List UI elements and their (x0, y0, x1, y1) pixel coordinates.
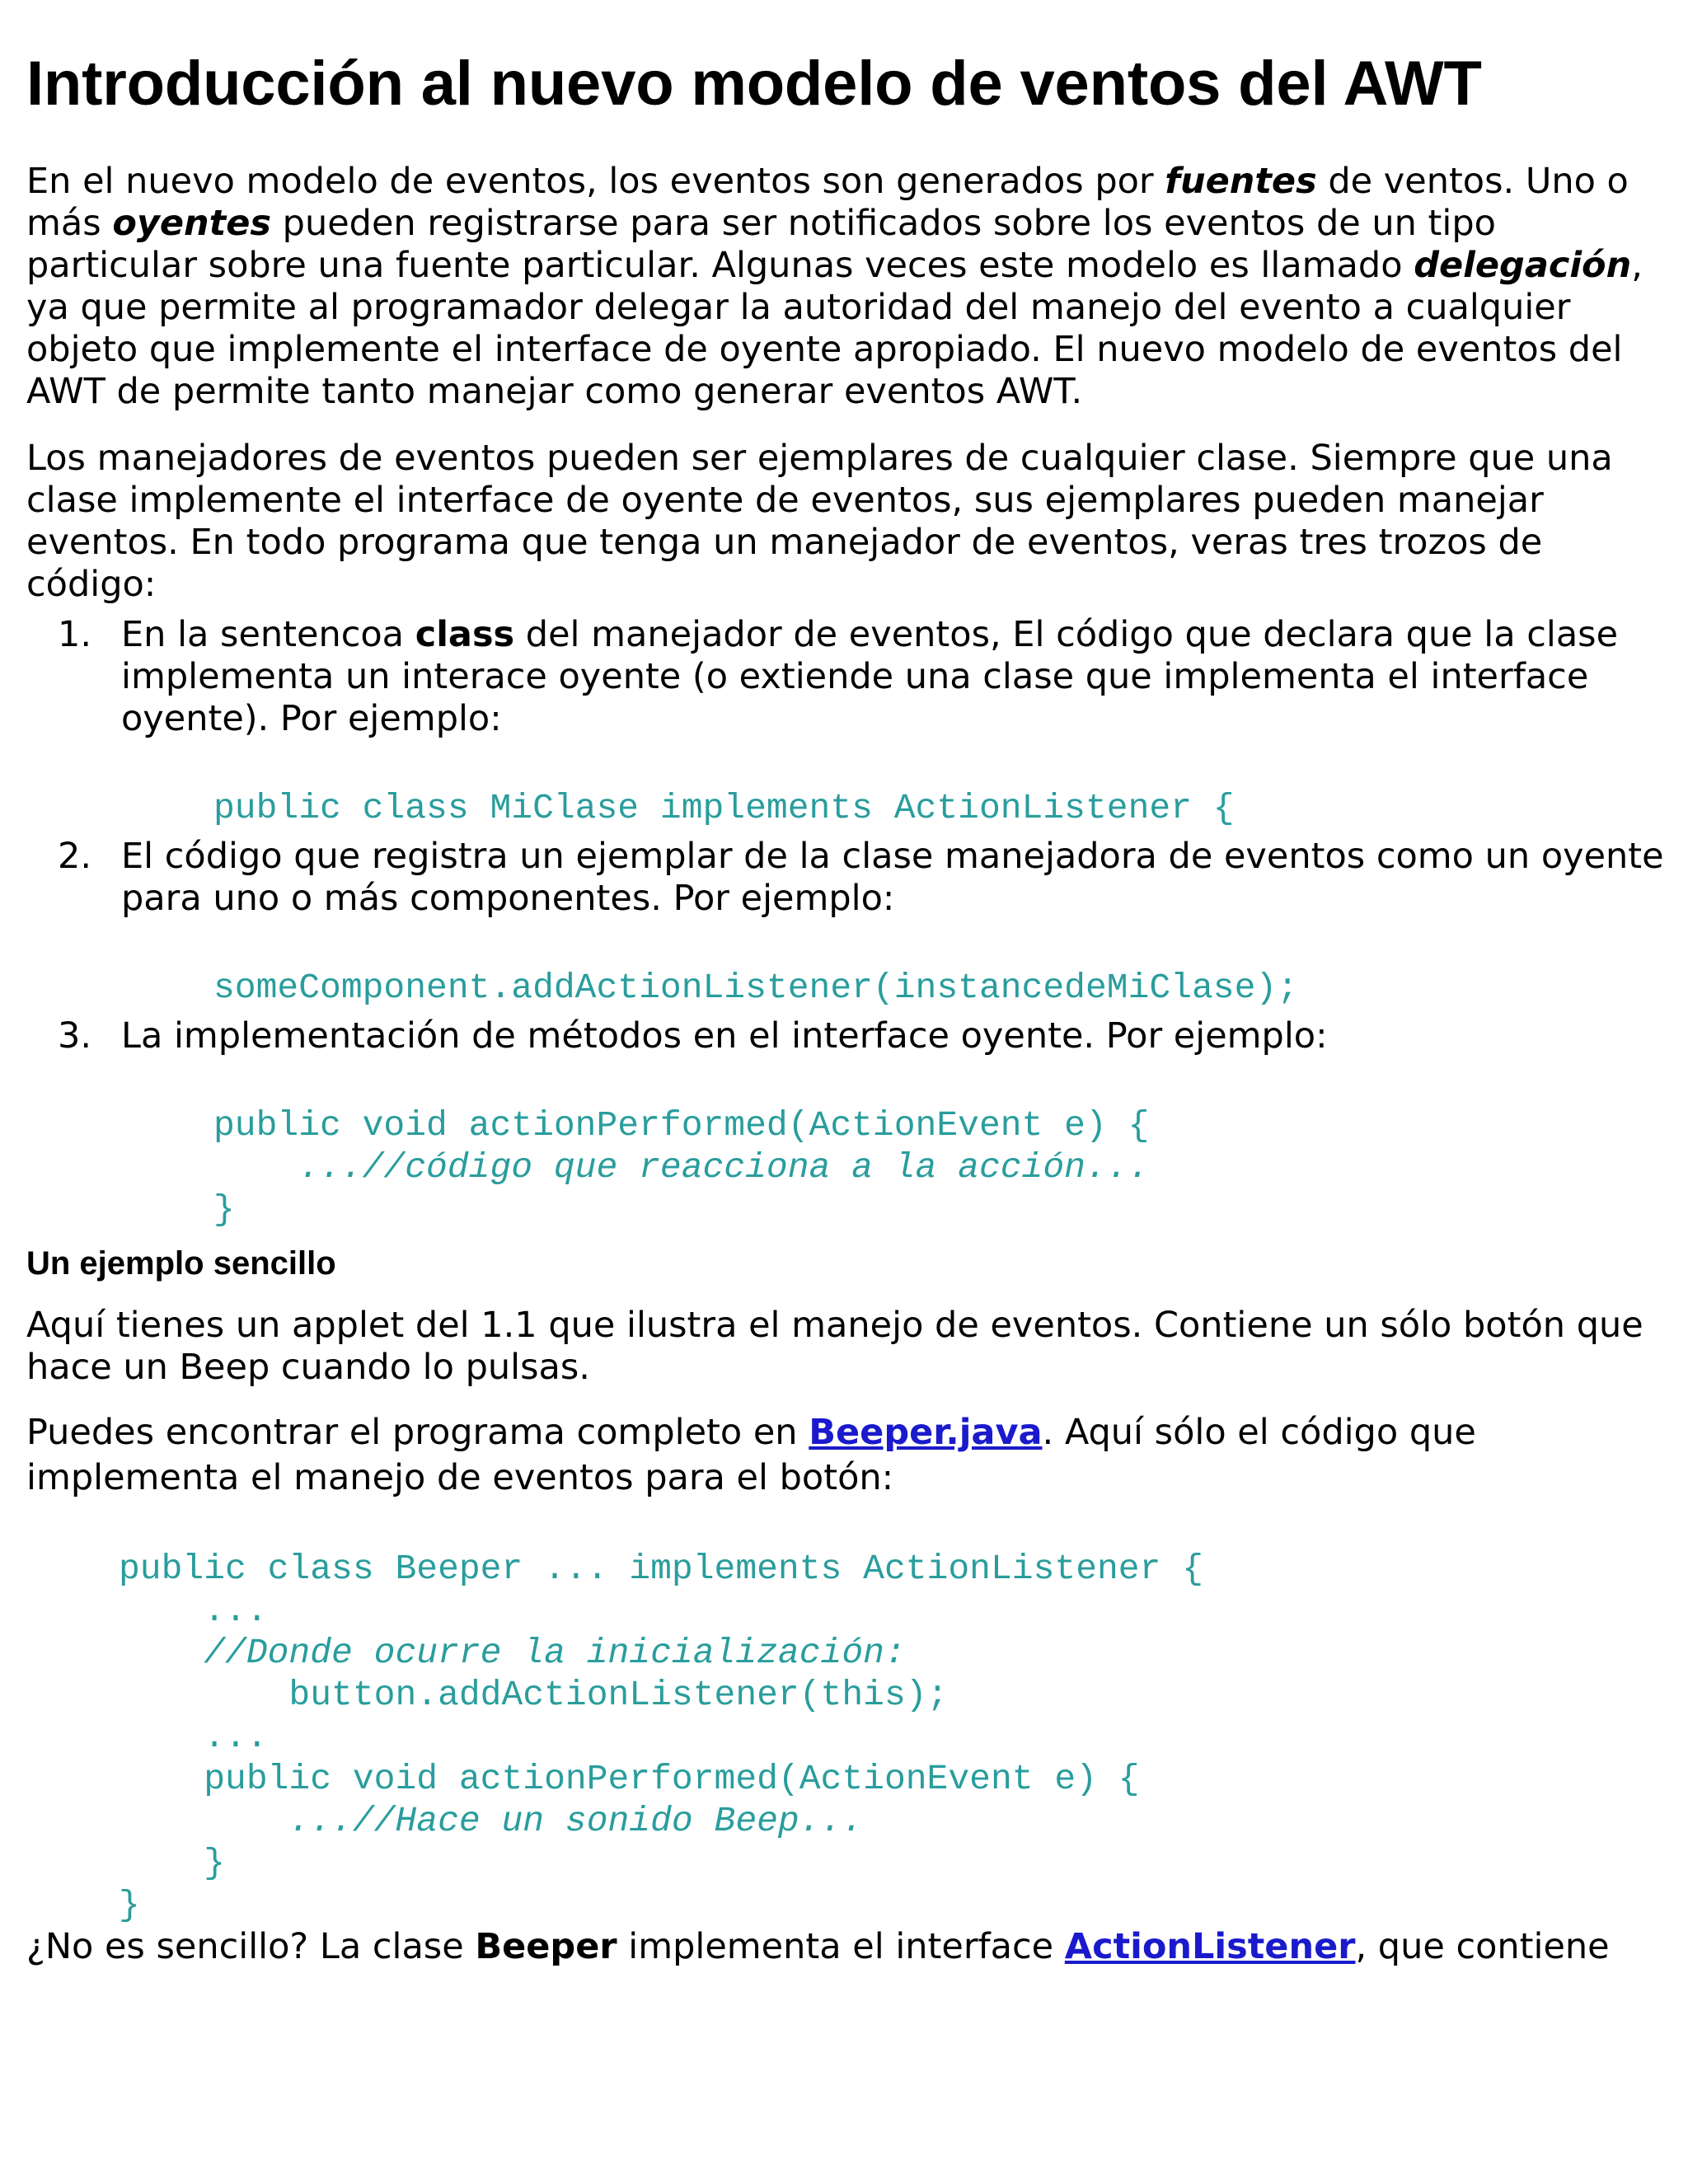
list-number: 2. (58, 836, 92, 877)
term-delegacion: delegación (1414, 245, 1632, 286)
code-comment-line: //Donde ocurre la inicialización: (119, 1633, 906, 1673)
code-example-method (121, 1104, 1667, 1230)
code-example-register (121, 967, 1667, 1009)
document-page (26, 0, 1667, 1968)
intro-text-3: pueden registrarse para ser notificados sobre los eventos de un tipo particular sobre una fuente particular. Algunas veces este modelo es llamado (26, 203, 1496, 286)
code-line: ... (119, 1591, 268, 1631)
page-title: Introducción al nuevo modelo de ventos del AWT (26, 49, 1482, 119)
list-item (26, 614, 1667, 829)
conclusion-text-3: , que contiene (1355, 1926, 1610, 1967)
program-text-1: Puedes encontrar el programa completo en (26, 1412, 809, 1453)
handlers-paragraph: Los manejadores de eventos pueden ser ejemplares de cualquier clase. Siempre que una clase implemente el interface de oyente de eventos, sus ejemplares pueden manejar eventos. En todo programa que tenga un manejador de eventos, veras tres trozos de código: (26, 438, 1613, 605)
code-comment-line: ...//código que reacciona a la acción... (213, 1147, 1150, 1188)
code-comment-line: ...//Hace un sonido Beep... (119, 1801, 864, 1841)
list-item (26, 1015, 1667, 1230)
code-line: public class Beeper ... implements ActionListener { (119, 1549, 1204, 1589)
intro-text-1: En el nuevo modelo de eventos, los eventos son generados por (26, 161, 1165, 202)
code-line: public class MiClase implements ActionListener { (213, 788, 1235, 828)
list-number: 1. (58, 614, 92, 655)
list-text: La implementación de métodos en el interface oyente. Por ejemplo: (121, 1015, 1328, 1057)
code-line: } (213, 1189, 235, 1230)
conclusion-text-2: implementa el interface (617, 1926, 1065, 1967)
section-heading: Un ejemplo sencillo (26, 1245, 336, 1282)
term-beeper: Beeper (475, 1926, 617, 1967)
actionlistener-link[interactable]: ActionListener (1064, 1926, 1356, 1967)
list-text: En la sentencoa (121, 614, 415, 655)
term-fuentes: fuentes (1165, 161, 1317, 202)
list-number: 3. (58, 1015, 92, 1057)
list-text: del manejador de eventos, El código que declara que la clase implementa un interace oyente (o extiende una clase que implementa el interface oyente). Por ejemplo: (121, 614, 1619, 739)
code-example-class (121, 787, 1667, 829)
list-item (26, 836, 1667, 1009)
code-pieces-list (26, 614, 1667, 1230)
intro-text-4: , ya que permite al programador delegar la autoridad del manejo del evento a cualquier objeto que implemente el interface de oyente apropiado. El nuevo modelo de eventos del AWT de permite tanto manejar como generar eventos AWT. (26, 245, 1643, 412)
beeper-code-block (26, 1548, 1667, 1926)
term-class: class (415, 614, 515, 655)
code-line: public void actionPerformed(ActionEvent e) { (213, 1105, 1150, 1146)
term-oyentes: oyentes (112, 203, 271, 244)
code-line: } (119, 1843, 226, 1883)
code-line: ... (119, 1717, 268, 1757)
applet-paragraph: Aquí tienes un applet del 1.1 que ilustra el manejo de eventos. Contiene un sólo botón que hace un Beep cuando lo pulsas. (26, 1305, 1643, 1388)
list-text: El código que registra un ejemplar de la clase manejadora de eventos como un oyente para uno o más componentes. Por ejemplo: (121, 836, 1664, 919)
intro-text-2: de ventos. Uno o más (26, 161, 1629, 244)
program-paragraph (26, 1410, 1667, 1501)
code-line: } (119, 1885, 140, 1925)
beeper-java-link[interactable]: Beeper.java (809, 1412, 1043, 1453)
intro-paragraph (26, 161, 1667, 413)
program-text-2: . Aquí sólo el código que implementa el manejo de eventos para el botón: (26, 1412, 1476, 1498)
conclusion-text-1: ¿No es sencillo? La clase (26, 1926, 476, 1967)
code-line: someComponent.addActionListener(instancedeMiClase); (213, 968, 1299, 1008)
code-line: button.addActionListener(this); (119, 1675, 949, 1715)
conclusion-paragraph (26, 1926, 1667, 1968)
code-line: public void actionPerformed(ActionEvent e) { (119, 1759, 1140, 1799)
